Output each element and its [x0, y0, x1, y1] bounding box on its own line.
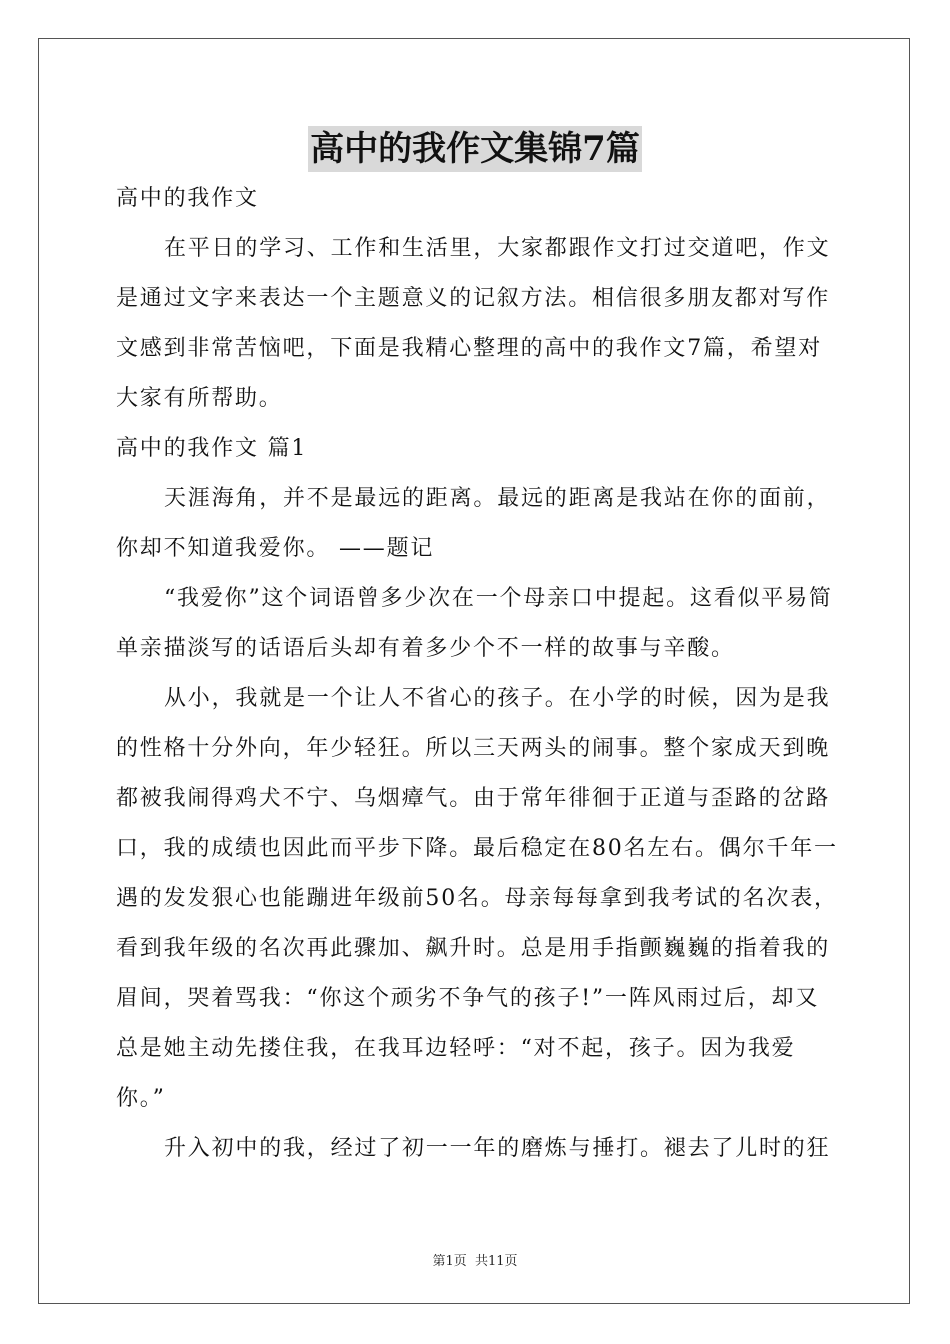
body-paragraph: 升入初中的我，经过了初一一年的磨炼与捶打。褪去了儿时的狂	[164, 1136, 831, 1161]
page-footer	[0, 1250, 950, 1269]
body-paragraph: 从小，我就是一个让人不省心的孩子。在小学的时候，因为是我的性格十分外向，年少轻狂。所以三天两头的闹事。整个家成天到晚都被我闹得鸡犬不宁、乌烟瘴气。由于常年徘徊于正道与歪路的岔路口，我的成绩也因此而平步下降。最后稳定在80名左右。偶尔千年一遇的发发狠心也能蹦进年级前50名。母亲每每拿到我考试的名次表，看到我年级的名次再此骤加、飙升时。总是用手指颤巍巍的指着我的眉间，哭着骂我：“你这个顽劣不争气的孩子!”一阵风雨过后，却又总是她主动先搂住我，在我耳边轻呼：“对不起，孩子。因为我爱你。”	[116, 686, 838, 1111]
section-heading: 高中的我作文	[116, 186, 259, 211]
intro-paragraph: 在平日的学习、工作和生活里，大家都跟作文打过交道吧，作文是通过文字来表达一个主题意义的记叙方法。相信很多朋友都对写作文感到非常苦恼吧，下面是我精心整理的高中的我作文7篇，希望对大家有所帮助。	[116, 236, 831, 411]
document-title: 高中的我作文集锦7篇	[308, 126, 642, 172]
essay-heading: 高中的我作文 篇1	[116, 436, 308, 461]
body-paragraph: “我爱你”这个词语曾多少次在一个母亲口中提起。这看似平易简单亲描淡写的话语后头却有着多少个不一样的故事与辛酸。	[116, 586, 833, 661]
page-total: 共11页	[474, 1254, 518, 1269]
document-body	[116, 174, 838, 1174]
epigraph-paragraph: 天涯海角，并不是最远的距离。最远的距离是我站在你的面前，你却不知道我爱你。 ——题记	[116, 486, 831, 561]
title-wrap	[0, 126, 950, 172]
page-number: 第1页	[432, 1254, 467, 1269]
